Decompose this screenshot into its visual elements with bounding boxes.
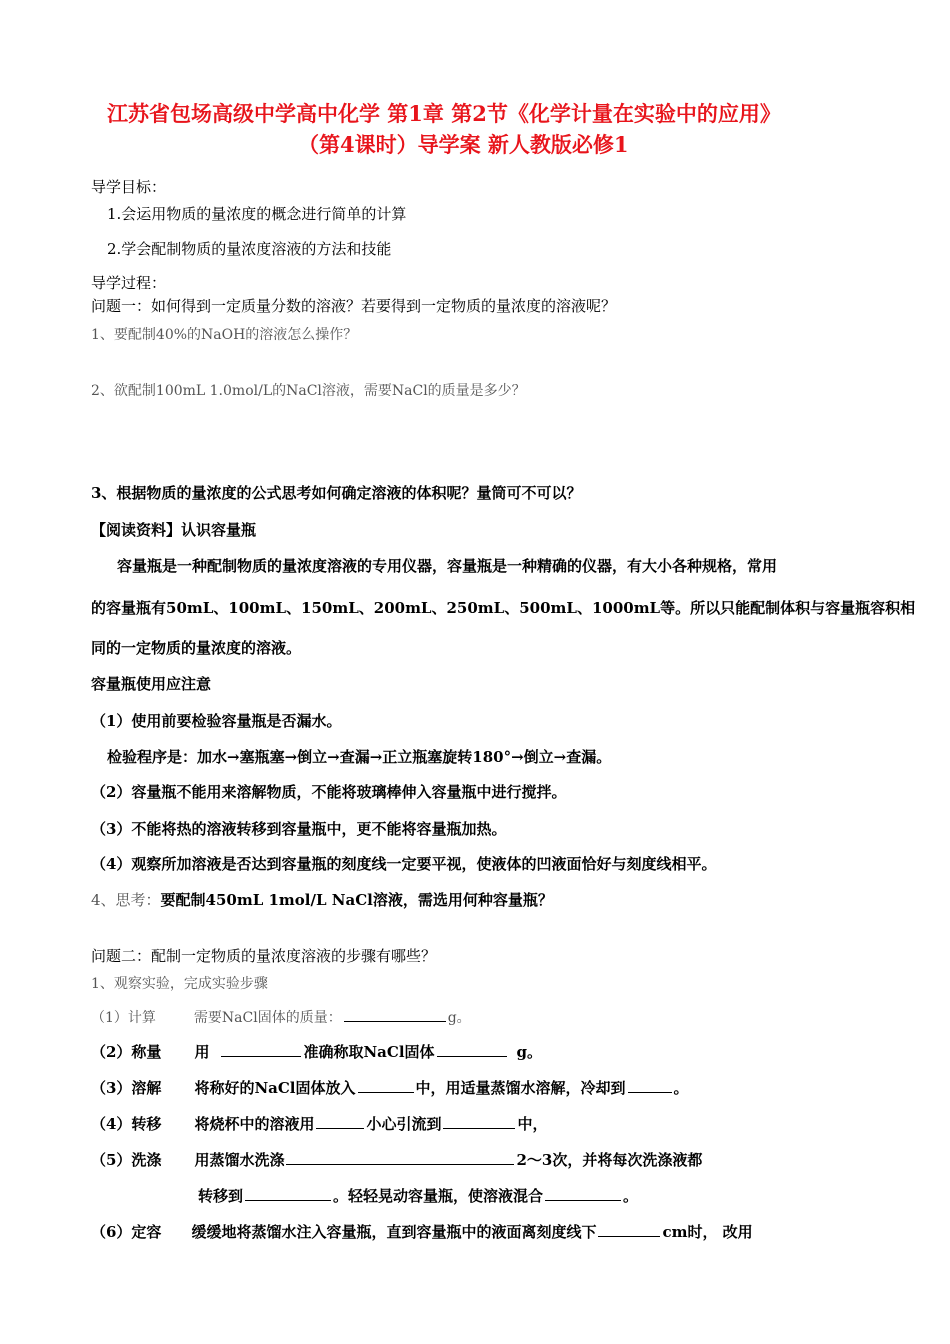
step-3-text-b: 中，用适量蒸馏水溶解，冷却到 xyxy=(415,1079,626,1097)
step-4-blank-1[interactable] xyxy=(316,1113,364,1129)
reading-para-line2: 的容量瓶有50mL、100mL、150mL、200mL、250mL、500mL、1000mL等。所以只能配制体积与容量瓶容积相 xyxy=(91,599,916,617)
step-3 xyxy=(91,1077,689,1098)
reading-para-line3: 同的一定物质的量浓度的溶液。 xyxy=(91,639,302,657)
think-4-prefix: 4、思考： xyxy=(91,891,161,909)
reading-para-line1: 容量瓶是一种配制物质的量浓度溶液的专用仪器，容量瓶是一种精确的仪器，有大小各种规格，常用 xyxy=(117,557,778,575)
step-3-label: （3）溶解 xyxy=(91,1079,162,1097)
step-2-blank-1[interactable] xyxy=(221,1041,301,1057)
step-5-cont xyxy=(198,1185,638,1206)
step-1-blank[interactable] xyxy=(344,1006,446,1022)
step-5-blank-2[interactable] xyxy=(245,1185,331,1201)
step-2 xyxy=(91,1041,542,1062)
q2-sub: 1、观察实验，完成实验步骤 xyxy=(91,976,268,992)
reading-heading: 【阅读资料】认识容量瓶 xyxy=(91,521,257,539)
question-one: 问题一：如何得到一定质量分数的溶液？若要得到一定物质的量浓度的溶液呢？ xyxy=(91,297,617,315)
step-5-blank-1[interactable] xyxy=(286,1149,514,1165)
step-5-text-b: 2～3次，并将每次洗涤液都 xyxy=(516,1151,703,1169)
notes-heading: 容量瓶使用应注意 xyxy=(91,675,212,693)
doc-title-line1: 江苏省包场高级中学高中化学 第1章 第2节《化学计量在实验中的应用》 xyxy=(107,101,781,126)
step-1-text-a: 需要NaCl固体的质量： xyxy=(193,1010,342,1026)
q1-item-1: 1、要配制40%的NaOH的溶液怎么操作？ xyxy=(91,327,358,343)
step-1-label: （1）计算 xyxy=(91,1010,156,1026)
note-1-procedure: 检验程序是：加水→塞瓶塞→倒立→查漏→正立瓶塞旋转180°→倒立→查漏。 xyxy=(107,748,612,766)
doc-title-line2: （第4课时）导学案 新人教版必修1 xyxy=(298,132,629,157)
step-6-text-a: 缓缓地将蒸馏水注入容量瓶，直到容量瓶中的液面离刻度线下 xyxy=(191,1223,597,1241)
step-5-text-c: 转移到 xyxy=(198,1187,244,1205)
step-2-label: （2）称量 xyxy=(91,1043,162,1061)
step-6-label: （6）定容 xyxy=(91,1223,162,1241)
objectives-heading: 导学目标： xyxy=(91,178,167,196)
step-5-text-a: 用蒸馏水洗涤 xyxy=(194,1151,285,1169)
question-two: 问题二：配制一定物质的量浓度溶液的步骤有哪些？ xyxy=(91,947,437,965)
q1-item-3: 3、根据物质的量浓度的公式思考如何确定溶液的体积呢？量筒可不可以？ xyxy=(91,484,582,502)
step-6 xyxy=(91,1221,753,1242)
process-heading: 导学过程： xyxy=(91,274,167,292)
step-4-label: （4）转移 xyxy=(91,1115,162,1133)
step-4-text-b: 小心引流到 xyxy=(366,1115,442,1133)
step-3-text-c: 。 xyxy=(673,1079,689,1097)
step-3-text-a: 将称好的NaCl固体放入 xyxy=(194,1079,356,1097)
step-1 xyxy=(91,1006,471,1027)
step-2-text-c: g。 xyxy=(516,1043,543,1061)
think-4 xyxy=(91,889,553,910)
step-5-text-d: 。轻轻晃动容量瓶，使溶液混合 xyxy=(333,1187,544,1205)
step-4-text-c: 中， xyxy=(517,1115,548,1133)
step-4-blank-2[interactable] xyxy=(443,1113,515,1129)
step-2-blank-2[interactable] xyxy=(437,1041,507,1057)
q1-item-2: 2、欲配制100mL 1.0mol/L的NaCl溶液，需要NaCl的质量是多少？ xyxy=(91,383,526,399)
note-4: （4）观察所加溶液是否达到容量瓶的刻度线一定要平视，使液体的凹液面恰好与刻度线相平。 xyxy=(91,855,717,873)
step-1-text-b: g。 xyxy=(447,1010,471,1026)
note-1: （1）使用前要检验容量瓶是否漏水。 xyxy=(91,712,342,730)
step-5 xyxy=(91,1149,702,1170)
step-6-blank-1[interactable] xyxy=(598,1221,660,1237)
step-5-blank-3[interactable] xyxy=(545,1185,621,1201)
step-2-text-a: 用 xyxy=(194,1043,210,1061)
note-2: （2）容量瓶不能用来溶解物质，不能将玻璃棒伸入容量瓶中进行搅拌。 xyxy=(91,783,567,801)
step-3-blank-1[interactable] xyxy=(358,1077,414,1093)
step-4 xyxy=(91,1113,547,1134)
step-6-text-b: cm时， 改用 xyxy=(662,1223,753,1241)
think-4-text: 要配制450mL 1mol/L NaCl溶液，需选用何种容量瓶？ xyxy=(160,891,553,909)
objective-item-2: 2.学会配制物质的量浓度溶液的方法和技能 xyxy=(107,240,392,258)
objective-item-1: 1.会运用物质的量浓度的概念进行简单的计算 xyxy=(107,205,407,223)
step-5-label: （5）洗涤 xyxy=(91,1151,162,1169)
note-3: （3）不能将热的溶液转移到容量瓶中，更不能将容量瓶加热。 xyxy=(91,820,507,838)
step-2-text-b: 准确称取NaCl固体 xyxy=(303,1043,435,1061)
step-3-blank-2[interactable] xyxy=(628,1077,672,1093)
step-5-text-e: 。 xyxy=(623,1187,639,1205)
step-4-text-a: 将烧杯中的溶液用 xyxy=(194,1115,315,1133)
